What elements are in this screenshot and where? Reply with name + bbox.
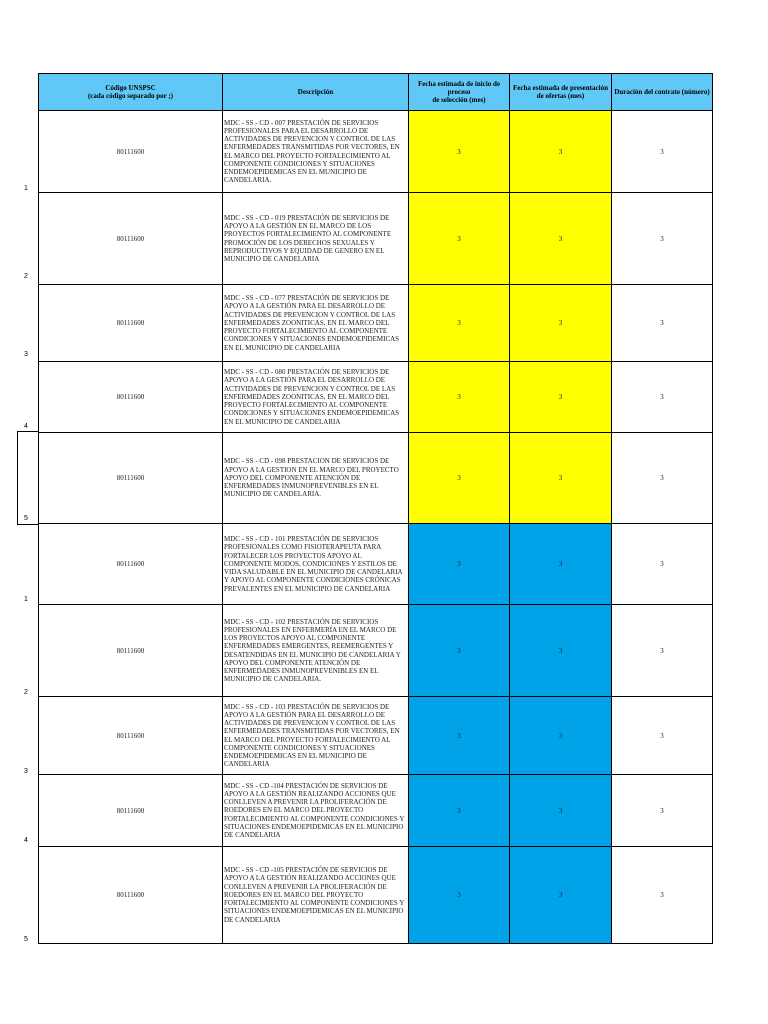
duracion-cell: 3 [612,285,713,362]
duracion-cell: 3 [612,111,713,193]
codigo-cell: 80111600 [39,285,223,362]
duracion-cell: 3 [612,847,713,944]
table-body [39,111,713,944]
duracion-cell: 3 [612,193,713,285]
table-row [39,193,713,285]
fecha-inicio-cell: 3 [409,524,510,605]
codigo-cell: 80111600 [39,605,223,697]
fecha-inicio-cell: 3 [409,605,510,697]
fecha-inicio-cell: 3 [409,775,510,847]
descripcion-cell: MDC - SS - CD - 019 PRESTACIÓN DE SERVICIOS DE APOYO A LA GESTIÓN EN EL MARCO DE LOS PROYECTOS FORTALECIMIENTO AL COMPONENTE PROMOCIÓN DE LOS DERECHOS SEXUALES Y REPRODUCTIVOS Y EQUIDAD DE GENERO EN EL MUNICIPIO DE CANDELARIA [223,193,409,285]
codigo-cell: 80111600 [39,775,223,847]
fecha-presentacion-cell: 3 [510,605,612,697]
row-index-label: 5 [24,936,28,943]
fecha-inicio-cell: 3 [409,111,510,193]
table-row [39,775,713,847]
fecha-presentacion-cell: 3 [510,111,612,193]
table-row [39,847,713,944]
header-fecha-inicio: Fecha estimada de inicio de proceso de selección (mes) [409,74,510,111]
codigo-cell: 80111600 [39,111,223,193]
fecha-inicio-cell: 3 [409,193,510,285]
fecha-inicio-cell: 3 [409,433,510,524]
duracion-cell: 3 [612,524,713,605]
row-index-label: 5 [24,515,28,522]
row-index-label: 4 [24,423,28,430]
table-row [39,111,713,193]
fecha-inicio-cell: 3 [409,847,510,944]
descripcion-cell: MDC - SS - CD - 080 PRESTACIÓN DE SERVICIOS DE APOYO A LA GESTIÓN PARA EL DESARROLLO DE ACTIVIDADES DE PREVENCION Y CONTROL DE LAS ENFERMEDADES ZOONITICAS, EN EL MARCO DEL PROYECTO FORTALECIMIENTO AL COMPONENTE CONDICIONES Y SITUACIONES ENDEMOEPIDEMICAS EN EL MUNICIPIO DE CANDELARIA [223,362,409,433]
codigo-cell: 80111600 [39,847,223,944]
acquisition-plan-table [38,73,713,944]
duracion-cell: 3 [612,605,713,697]
duracion-cell: 3 [612,362,713,433]
fecha-presentacion-cell: 3 [510,362,612,433]
fecha-presentacion-cell: 3 [510,285,612,362]
row-index-label: 4 [24,837,28,844]
codigo-cell: 80111600 [39,524,223,605]
fecha-presentacion-cell: 3 [510,433,612,524]
table-row [39,362,713,433]
fecha-inicio-cell: 3 [409,362,510,433]
row-index-label: 3 [24,351,28,358]
codigo-cell: 80111600 [39,193,223,285]
table-row [39,605,713,697]
header-fecha-presentacion: Fecha estimada de presentación de ofertas (mes) [510,74,612,111]
duracion-cell: 3 [612,697,713,775]
table-row [39,433,713,524]
header-duracion: Duración del contrato (número) [612,74,713,111]
table-row [39,697,713,775]
fecha-presentacion-cell: 3 [510,847,612,944]
fecha-presentacion-cell: 3 [510,524,612,605]
fecha-presentacion-cell: 3 [510,697,612,775]
descripcion-cell: MDC - SS - CD - 102 PRESTACIÓN DE SERVICIOS PROFESIONALES EN ENFERMERÍA EN EL MARCO DE LOS PROYECTOS APOYO AL COMPONENTE ENFERMEDADES EMERGENTES, REEMERGENTES Y DESATENDIDAS EN EL MUNICIPIO DE CANDELARIA Y APOYO DEL COMPONENTE ATENCIÓN DE ENFERMEDADES INMUNOPREVENIBLES EN EL MUNICIPIO DE CANDELARIA. [223,605,409,697]
row-index-label: 2 [24,689,28,696]
fecha-inicio-cell: 3 [409,285,510,362]
row-group-border [17,431,38,525]
codigo-cell: 80111600 [39,362,223,433]
codigo-cell: 80111600 [39,697,223,775]
descripcion-cell: MDC - SS - CD - 077 PRESTACIÓN DE SERVICIOS DE APOYO A LA GESTIÓN PARA EL DESARROLLO DE ACTIVIDADES DE PREVENCION Y CONTROL DE LAS ENFERMEDADES ZOONITICAS, EN EL MARCO DEL PROYECTO FORTALECIMIENTO AL COMPONENTE CONDICIONES Y SITUACIONES ENDEMOEPIDEMICAS EN EL MUNICIPIO DE CANDELARIA [223,285,409,362]
descripcion-cell: MDC - SS - CD -105 PRESTACIÓN DE SERVICIOS DE APOYO A LA GESTIÓN REALIZANDO ACCIONES QUE CONLLEVEN A PREVENIR LA PROLIFERACIÓN DE ROEDORES EN EL MARCO DEL PROYECTO FORTALECIMIENTO AL COMPONENTE CONDICIONES Y SITUACIONES ENDEMOEPIDEMICAS EN EL MUNICIPIO DE CANDELARIA [223,847,409,944]
header-descripcion: Descripción [223,74,409,111]
descripcion-cell: MDC - SS - CD - 101 PRESTACIÓN DE SERVICIOS PROFESIONALES COMO FISIOTERAPEUTA PARA FORTALECER LOS PROYECTOS APOYO AL COMPONENTE MODOS, CONDICIONES Y ESTILOS DE VIDA SALUDABLE EN EL MUNICIPIO DE CANDELARIA Y APOYO AL COMPONENTE CONDICIONES CRÓNICAS PREVALENTES EN EL MUNICIPIO DE CANDELARIA [223,524,409,605]
descripcion-cell: MDC - SS - CD - 098 PRESTACION DE SERVICIOS DE APOYO A LA GESTION EN EL MARCO DEL PROYECTO APOYO DEL COMPONENTE ATENCIÓN DE ENFERMEDADES INMUNOPREVENIBLES EN EL MUNICIPIO DE CANDELARIA. [223,433,409,524]
header-row [39,74,713,111]
row-index-label: 2 [24,273,28,280]
fecha-presentacion-cell: 3 [510,775,612,847]
table-row [39,285,713,362]
descripcion-cell: MDC - SS - CD - 007 PRESTACIÓN DE SERVICIOS PROFESIONALES PARA EL DESARROLLO DE ACTIVIDADES DE PREVENCION Y CONTROL DE LAS ENFERMEDADES TRANSMITIDAS POR VECTORES, EN EL MARCO DEL PROYECTO FORTALECIMIENTO AL COMPONENTE CONDICIONES Y SITUACIONES ENDEMOEPIDEMICAS EN EL MUNICIPIO DE CANDELARIA. [223,111,409,193]
duracion-cell: 3 [612,433,713,524]
descripcion-cell: MDC - SS - CD - 103 PRESTACIÓN DE SERVICIOS DE APOYO A LA GESTIÓN PARA EL DESARROLLO DE ACTIVIDADES DE PREVENCION Y CONTROL DE LAS ENFERMEDADES TRANSMITIDAS POR VECTORES, EN EL MARCO DEL PROYECTO FORTALECIMIENTO AL COMPONENTE CONDICIONES Y SITUACIONES ENDEMOEPIDEMICAS EN EL MUNICIPIO DE CANDELARIA [223,697,409,775]
fecha-inicio-cell: 3 [409,697,510,775]
header-codigo: Código UNSPSC (cada código separado por ;) [39,74,223,111]
row-index-label: 1 [24,185,28,192]
table-row [39,524,713,605]
duracion-cell: 3 [612,775,713,847]
row-index-label: 3 [24,768,28,775]
row-index-label: 1 [24,596,28,603]
codigo-cell: 80111600 [39,433,223,524]
descripcion-cell: MDC - SS - CD -104 PRESTACIÓN DE SERVICIOS DE APOYO A LA GESTIÓN REALIZANDO ACCIONES QUE CONLLEVEN A PREVENIR LA PROLIFERACIÓN DE ROEDORES EN EL MARCO DEL PROYECTO FORTALECIMIENTO AL COMPONENTE CONDICIONES Y SITUACIONES ENDEMOEPIDEMICAS EN EL MUNICIPIO DE CANDELARIA [223,775,409,847]
fecha-presentacion-cell: 3 [510,193,612,285]
